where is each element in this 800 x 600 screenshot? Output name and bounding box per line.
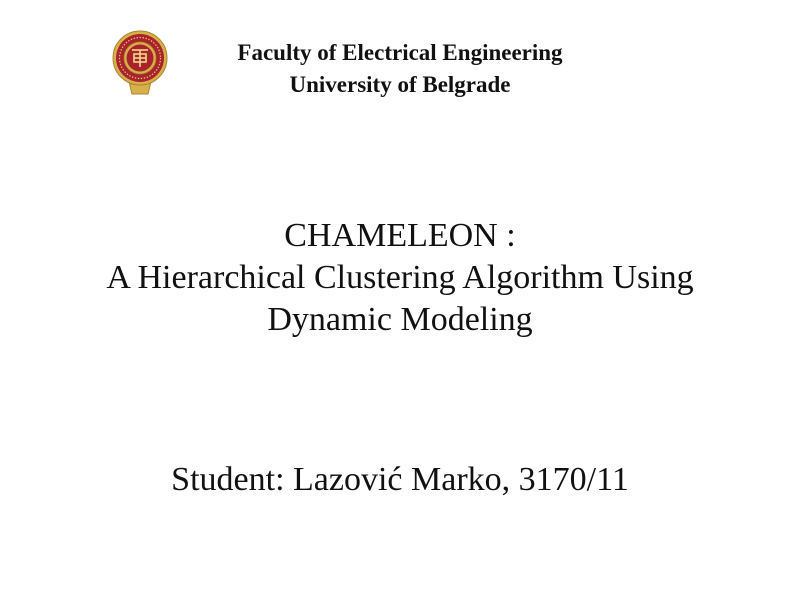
presentation-title [0, 215, 800, 341]
title-line-1: CHAMELEON : [284, 217, 516, 254]
university-name: University of Belgrade [289, 72, 511, 97]
title-line-3: Dynamic Modeling [267, 301, 533, 338]
title-line-2: A Hierarchical Clustering Algorithm Using [106, 259, 694, 296]
faculty-name: Faculty of Electrical Engineering [237, 40, 563, 65]
institution-heading [0, 37, 800, 101]
student-info: Student: Lazović Marko, 3170/11 [171, 461, 629, 498]
